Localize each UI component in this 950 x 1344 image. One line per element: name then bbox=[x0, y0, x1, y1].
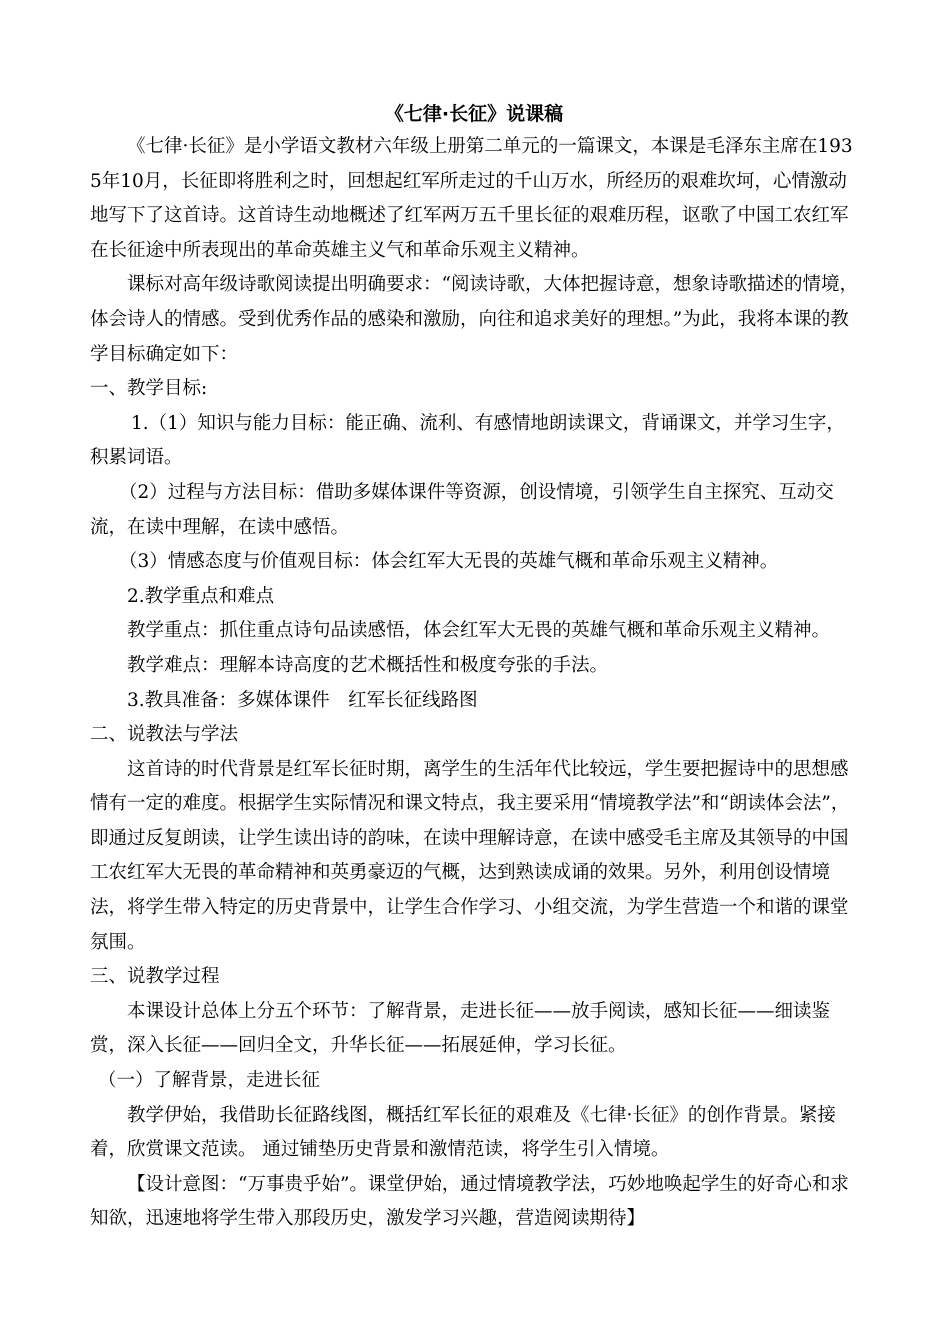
paragraph-background: 教学伊始，我借助长征路线图，概括红军长征的艰难及《七律·长征》的创作背景。紧接着，欣赏课文范读。 通过铺垫历史背景和激情范读，将学生引入情境。 bbox=[90, 1104, 836, 1161]
document-body bbox=[90, 98, 858, 1237]
paragraph-process-overview: 本课设计总体上分五个环节：了解背景，走进长征——放手阅读，感知长征——细读鉴赏，深入长征——回归全文，升华长征——拓展延伸，学习长征。 bbox=[90, 1000, 831, 1057]
section-heading-process: 三、说教学过程 bbox=[90, 966, 220, 988]
paragraph-difficulty: 教学难点：理解本诗高度的艺术概括性和极度夸张的手法。 bbox=[127, 654, 609, 676]
objective-knowledge: 1.（1）知识与能力目标：能正确、流利、有感情地朗读课文，背诵课文，并学习生字，积累词语。 bbox=[90, 412, 845, 469]
paragraph-intro: 《七律·长征》是小学语文教材六年级上册第二单元的一篇课文，本课是毛泽东主席在1935年10月，长征即将胜利之时，回想起红军所走过的千山万水，所经历的艰难坎坷，心情激动地写下了这首诗。这首诗生动地概述了红军两万五千里长征的艰难历程，讴歌了中国工农红军在长征途中所表现出的革命英雄主义气和革命乐观主义精神。 bbox=[90, 136, 853, 261]
section-heading-objectives: 一、教学目标: bbox=[90, 378, 208, 400]
objective-process: （2）过程与方法目标：借助多媒体课件等资源，创设情境，引领学生自主探究、互动交流，在读中理解，在读中感悟。 bbox=[90, 481, 834, 538]
subheading-key-points: 2.教学重点和难点 bbox=[127, 585, 275, 607]
objective-emotion: （3）情感态度与价值观目标：体会红军大无畏的英雄气概和革命乐观主义精神。 bbox=[119, 551, 779, 573]
document-title: 《七律·长征》说课稿 bbox=[384, 103, 564, 125]
paragraph-methods: 这首诗的时代背景是红军长征时期，离学生的生活年代比较远，学生要把握诗中的思想感情有一定的难度。根据学生实际情况和课文特点，我主要采用“情境教学法”和“朗读体会法”，即通过反复朗读，让学生读出诗的韵味，在读中理解诗意，在读中感受毛主席及其领导的中国工农红军大无畏的革命精神和英勇豪迈的气概，达到熟读成诵的效果。另外，利用创设情境法，将学生带入特定的历史背景中，让学生合作学习、小组交流，为学生营造一个和谐的课堂氛围。 bbox=[90, 758, 850, 953]
paragraph-design-intent: 【设计意图：“万事贵乎始”。课堂伊始，通过情境教学法，巧妙地唤起学生的好奇心和求知欲，迅速地将学生带入那段历史，激发学习兴趣，营造阅读期待】 bbox=[90, 1173, 849, 1230]
section-heading-methods: 二、说教法与学法 bbox=[90, 724, 239, 746]
subheading-background: （一）了解背景，走进长征 bbox=[98, 1070, 321, 1092]
paragraph-curriculum: 课标对高年级诗歌阅读提出明确要求：“阅读诗歌，大体把握诗意，想象诗歌描述的情境，体会诗人的情感。受到优秀作品的感染和激励，向往和追求美好的理想。”为此，我将本课的教学目标确定如下： bbox=[90, 274, 858, 365]
paragraph-key-point: 教学重点：抓住重点诗句品读感悟，体会红军大无畏的英雄气概和革命乐观主义精神。 bbox=[127, 620, 831, 642]
paragraph-teaching-aids: 3.教具准备：多媒体课件 红军长征线路图 bbox=[127, 689, 478, 711]
